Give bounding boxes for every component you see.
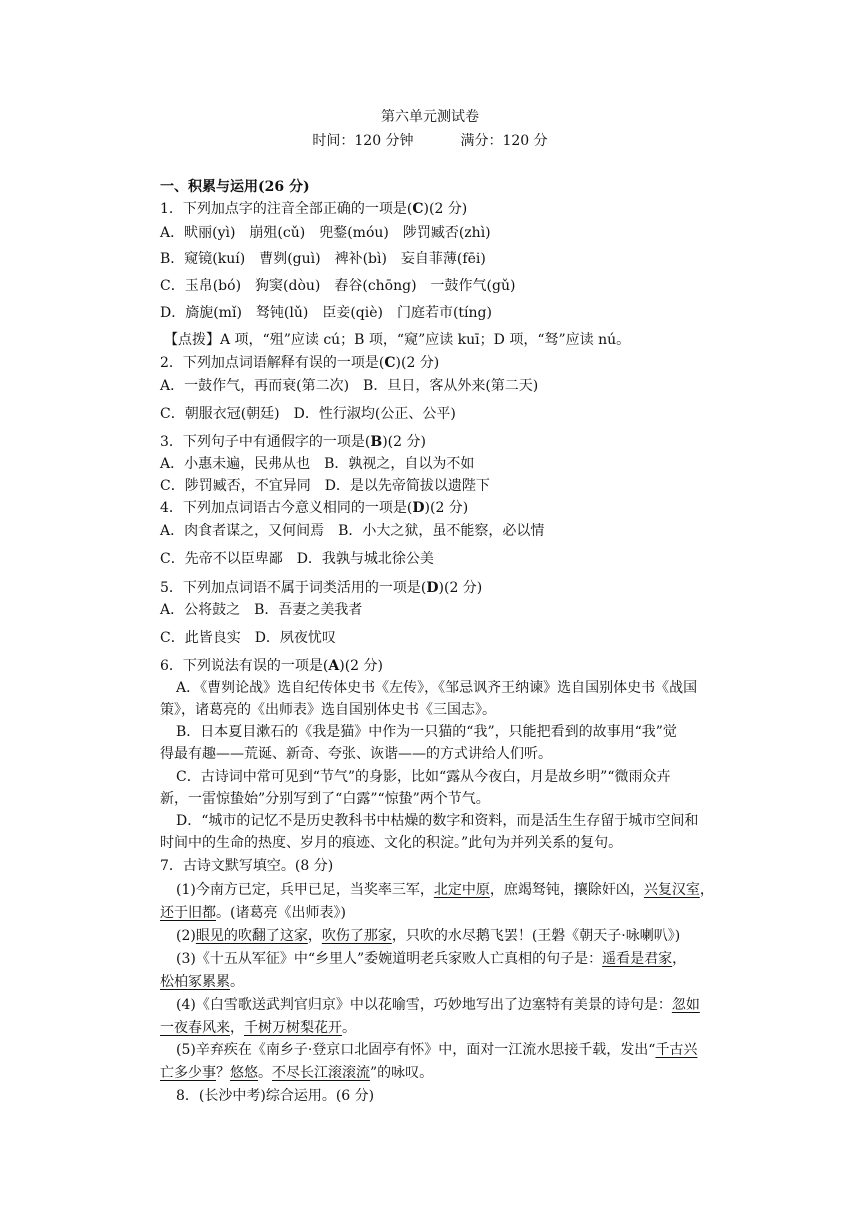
answer-blank: 遥看是君家 xyxy=(602,951,673,967)
answer-blank: 悠悠 xyxy=(230,1065,258,1081)
question-2-options-ab: A．一鼓作气，再而衰(第二次) B．旦日，客从外来(第二天) xyxy=(160,378,539,394)
question-5-stem: 5．下列加点词语不属于词类活用的一项是(D)(2 分) xyxy=(160,580,483,596)
time-limit: 时间：120 分钟 xyxy=(312,133,414,149)
question-6-option-c-line1: C．古诗词中常可见到“节气”的身影，比如“露从今夜白，月是故乡明”“微雨众卉 xyxy=(176,769,671,785)
question-6-answer: A xyxy=(328,658,340,674)
question-4-answer: D xyxy=(412,500,425,516)
question-1-answer: C xyxy=(412,201,424,217)
question-6-option-d-line2: 时间中的生命的热度、岁月的痕迹、文化的积淀。”此句为并列关系的复句。 xyxy=(160,835,623,851)
question-6-option-c-line2: 新，一雷惊蛰始”分别写到了“白露”“惊蛰”两个节气。 xyxy=(160,791,490,807)
question-1-option-d: D．旖旎(mǐ) 驽钝(lǔ) 臣妾(qiè) 门庭若市(tíng) xyxy=(160,305,492,321)
question-7-item-3-cont: 松柏冢累累。 xyxy=(160,974,244,990)
question-6-option-d-line1: D．“城市的记忆不是历史教科书中枯燥的数字和资料，而是活生生存留于城市空间和 xyxy=(176,813,699,829)
question-6-stem: 6．下列说法有误的一项是(A)(2 分) xyxy=(160,658,383,674)
question-3-options-ab: A．小惠未遍，民弗从也 B．孰视之，自以为不如 xyxy=(160,456,475,472)
question-1-option-b: B．窥镜(kuí) 曹刿(guì) 裨补(bì) 妄自菲薄(fēi) xyxy=(160,251,486,267)
question-6-option-a-line2: 策》，诸葛亮的《出师表》选自国别体史书《三国志》。 xyxy=(160,702,496,718)
question-7-item-4: (4)《白雪歌送武判官归京》中以花喻雪，巧妙地写出了边塞特有美景的诗句是：忽如 xyxy=(176,997,700,1013)
question-7-item-4-cont: 一夜春风来，千树万树梨花开。 xyxy=(160,1020,356,1036)
question-7-item-1: (1)今南方已定，兵甲已足，当奖率三军，北定中原，庶竭驽钝，攘除奸凶，兴复汉室， xyxy=(176,882,714,898)
question-6-option-b-line1: B．日本夏目漱石的《我是猫》中作为一只猫的“我”，只能把看到的故事用“我”觉 xyxy=(176,724,677,740)
question-1-option-c: C．玉帛(bó) 狗窦(dòu) 舂谷(chōng) 一鼓作气(gǔ) xyxy=(160,278,516,294)
question-5-answer: D xyxy=(426,580,439,596)
question-2-stem: 2．下列加点词语解释有误的一项是(C)(2 分) xyxy=(160,355,440,371)
answer-blank: 北定中原 xyxy=(433,882,490,898)
answer-blank: 兴复汉室 xyxy=(643,882,700,898)
question-7-item-1-cont: 还于旧都。(诸葛亮《出师表》) xyxy=(160,905,346,921)
question-3-answer: B xyxy=(370,434,383,450)
section-heading: 一、积累与运用(26 分) xyxy=(160,179,310,195)
question-2-options-cd: C．朝服衣冠(朝廷) D．性行淑均(公正、公平) xyxy=(160,406,456,422)
answer-blank: 松柏冢累累 xyxy=(160,974,230,990)
answer-blank: 一夜春风来 xyxy=(160,1020,230,1036)
question-4-options-cd: C．先帝不以臣卑鄙 D．我孰与城北徐公美 xyxy=(160,551,434,567)
answer-blank: 千古兴 xyxy=(655,1042,698,1058)
answer-blank: 吹伤了那家 xyxy=(321,928,392,944)
question-1-stem: 1．下列加点字的注音全部正确的一项是(C)(2 分) xyxy=(160,201,468,217)
exam-title: 第六单元测试卷 xyxy=(381,109,479,125)
answer-blank: 不尽长江滚滚流 xyxy=(272,1065,370,1081)
answer-blank: 忽如 xyxy=(671,997,700,1013)
answer-blank: 眼见的吹翻了这家 xyxy=(195,928,308,944)
full-score: 满分：120 分 xyxy=(460,133,548,149)
question-7-stem: 7．古诗文默写填空。(8 分) xyxy=(160,858,334,874)
question-5-options-cd: C．此皆良实 D．夙夜忧叹 xyxy=(160,630,336,646)
question-4-options-ab: A．肉食者谋之，又何间焉 B．小大之狱，虽不能察，必以情 xyxy=(160,523,545,539)
answer-blank: 千树万树梨花开 xyxy=(244,1020,342,1036)
question-7-item-5-cont: 亡多少事？悠悠。不尽长江滚滚流”的咏叹。 xyxy=(160,1065,434,1081)
question-8-stem: 8．(长沙中考)综合运用。(6 分) xyxy=(176,1088,375,1104)
question-7-item-3: (3)《十五从军征》中“乡里人”委婉道明老兵家败人亡真相的句子是：遥看是君家， xyxy=(176,951,687,967)
question-6-option-a-line1: A．《曹刿论战》选自纪传体史书《左传》，《邹忌讽齐王纳谏》选自国别体史书《战国 xyxy=(176,680,698,696)
question-7-item-2: (2)眼见的吹翻了这家，吹伤了那家，只吹的水尽鹅飞罢！(王磐《朝天子·咏喇叭》) xyxy=(176,928,681,944)
question-1-option-a: A．畎丽(yì) 崩殂(cǔ) 兜鍪(móu) 陟罚臧否(zhì) xyxy=(160,225,491,241)
question-1-tip: 【点拨】A 项，“殂”应读 cú；B 项，“窥”应读 kuī；D 项，“驽”应读 nú。 xyxy=(164,332,631,348)
question-6-option-b-line2: 得最有趣——荒诞、新奇、夸张、诙谐——的方式讲给人们听。 xyxy=(160,746,552,762)
answer-blank: 亡多少事 xyxy=(160,1065,216,1081)
question-5-options-ab: A．公将鼓之 B．吾妻之美我者 xyxy=(160,602,363,618)
question-2-answer: C xyxy=(384,355,396,371)
question-7-item-5: (5)辛弃疾在《南乡子·登京口北固亭有怀》中，面对一江流水思接千载，发出“千古兴 xyxy=(176,1042,698,1058)
question-3-stem: 3．下列句子中有通假字的一项是(B)(2 分) xyxy=(160,434,426,450)
exam-meta xyxy=(0,130,860,150)
question-4-stem: 4．下列加点词语古今意义相同的一项是(D)(2 分) xyxy=(160,500,469,516)
question-3-options-cd: C．陟罚臧否，不宜异同 D．是以先帝简拔以遗陛下 xyxy=(160,478,490,494)
answer-blank: 还于旧都 xyxy=(160,905,216,921)
